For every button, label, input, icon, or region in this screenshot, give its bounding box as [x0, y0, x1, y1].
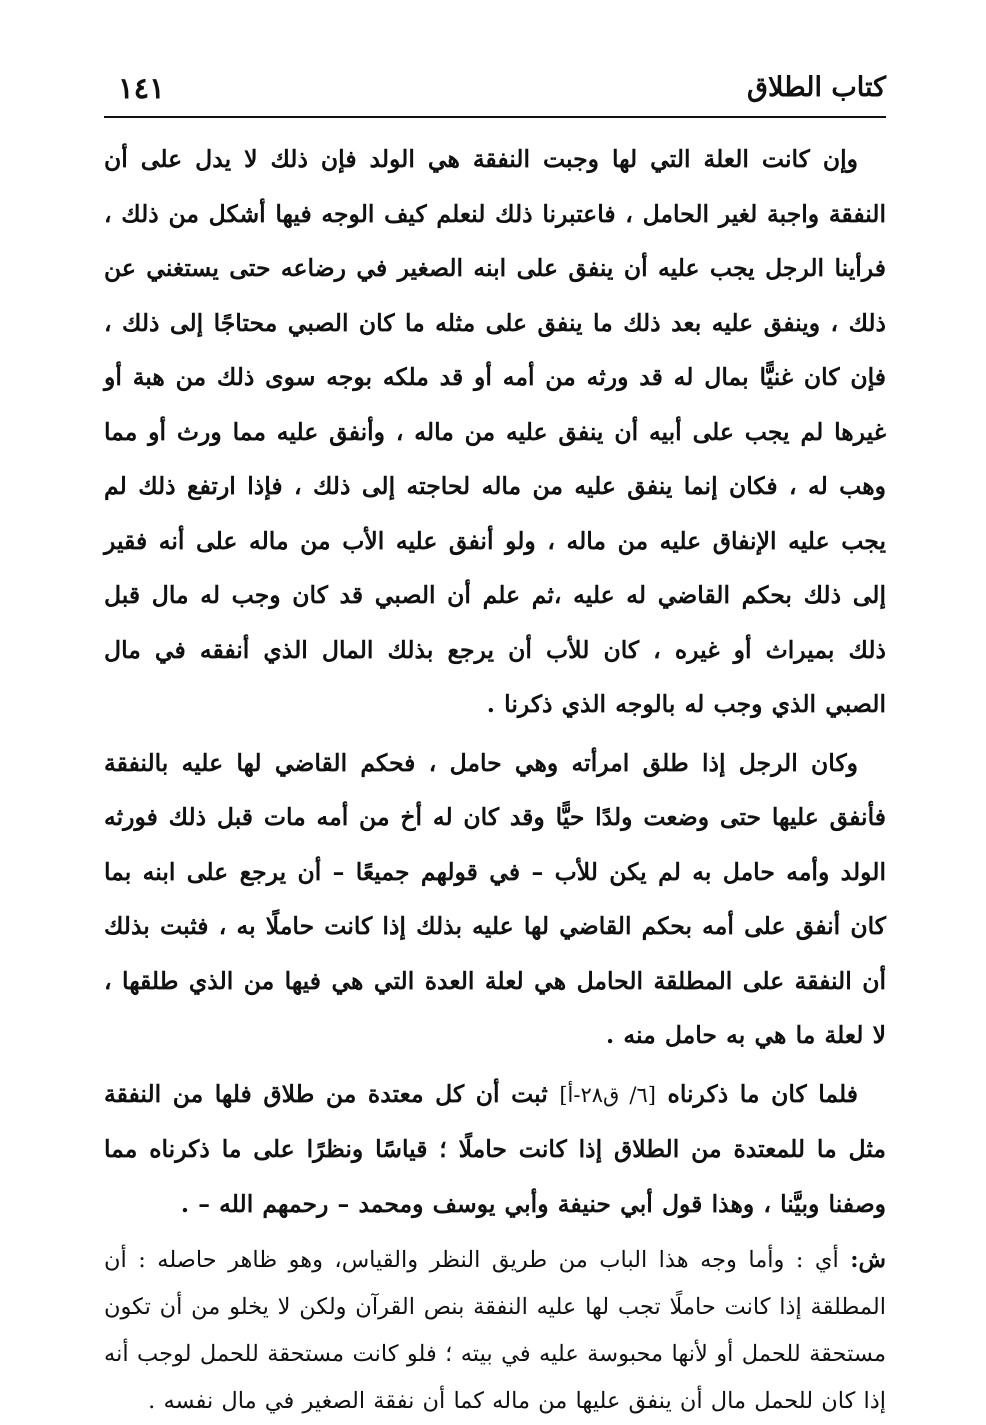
paragraph-3-start: فلما كان ما ذكرناه	[667, 1079, 859, 1108]
page-body	[104, 132, 886, 1425]
chapter-title: كتاب الطلاق	[747, 72, 886, 103]
paragraph-1: وإن كانت العلة التي لها وجبت النفقة هي الولد فإن ذلك لا يدل على أن النفقة واجبة لغير الحامل ، فاعتبرنا ذلك لنعلم كيف الوجه فيها أشكل من ذلك ، فرأينا الرجل يجب عليه أن ينفق على ابنه الصغير في رضاعه حتى يستغني عن ذلك ، وينفق عليه بعد ذلك ما ينفق على مثله ما كان الصبي محتاجًا إلى ذلك ، فإن كان غنيًّا بمال له قد ورثه من أمه أو قد ملكه بوجه سوى ذلك من هبة أو غيرها لم يجب على أبيه أن ينفق عليه من ماله ، وأنفق عليه مما ورث أو مما وهب له ، فكان إنما ينفق عليه من ماله لحاجته إلى ذلك ، فإذا ارتفع ذلك لم يجب عليه الإنفاق عليه من ماله ، ولو أنفق عليه الأب من ماله على أنه فقير إلى ذلك بحكم القاضي له عليه ،ثم علم أن الصبي قد كان وجب له مال قبل ذلك بميراث أو غيره ، كان للأب أن يرجع بذلك المال الذي أنفقه في مال الصبي الذي وجب له بالوجه الذي ذكرنا .	[104, 145, 886, 718]
commentary-text: أي : وأما وجه هذا الباب من طريق النظر والقياس، وهو ظاهر حاصله : أن المطلقة إذا كانت حاملًا تجب لها عليه النفقة بنص القرآن ولكن لا يخلو من أن تكون مستحقة للحمل أو لأنها محبوسة عليه في بيته ؛ فلو كانت مستحقة للحمل لوجب أنه إذا كان للحمل مال أن ينفق عليها من ماله كما أن نفقة الصغير في مال نفسه .	[104, 1247, 886, 1414]
header-divider	[104, 116, 886, 118]
page-number: ١٤١	[118, 71, 165, 105]
manuscript-reference: [٦/ ق٢٨-أ]	[559, 1082, 656, 1107]
commentary-marker: ش:	[850, 1247, 887, 1273]
paragraph-3-rest: ثبت أن كل معتدة من طلاق فلها من النفقة مثل ما للمعتدة من الطلاق إذا كانت حاملًا ؛ قياسًا ونظرًا على ما ذكرناه مما وصفنا وبيَّنا ، وهذا قول أبي حنيفة وأبي يوسف ومحمد – رحمهم الله – .	[104, 1079, 886, 1218]
commentary-paragraph	[104, 1237, 886, 1425]
page-header	[104, 68, 886, 114]
paragraph-3	[104, 1067, 886, 1232]
paragraph-2: وكان الرجل إذا طلق امرأته وهي حامل ، فحكم القاضي لها عليه بالنفقة فأنفق عليها حتى وضعت ولدًا حيًّا وقد كان له أخ من أمه مات قبل ذلك فورثه الولد وأمه حامل به لم يكن للأب – في قولهم جميعًا – أن يرجع على ابنه بما كان أنفق على أمه بحكم القاضي لها عليه بذلك إذا كانت حاملًا به ، فثبت بذلك أن النفقة على المطلقة الحامل هي لعلة العدة التي هي فيها من الذي طلقها ، لا لعلة ما هي به حامل منه .	[104, 748, 886, 1049]
